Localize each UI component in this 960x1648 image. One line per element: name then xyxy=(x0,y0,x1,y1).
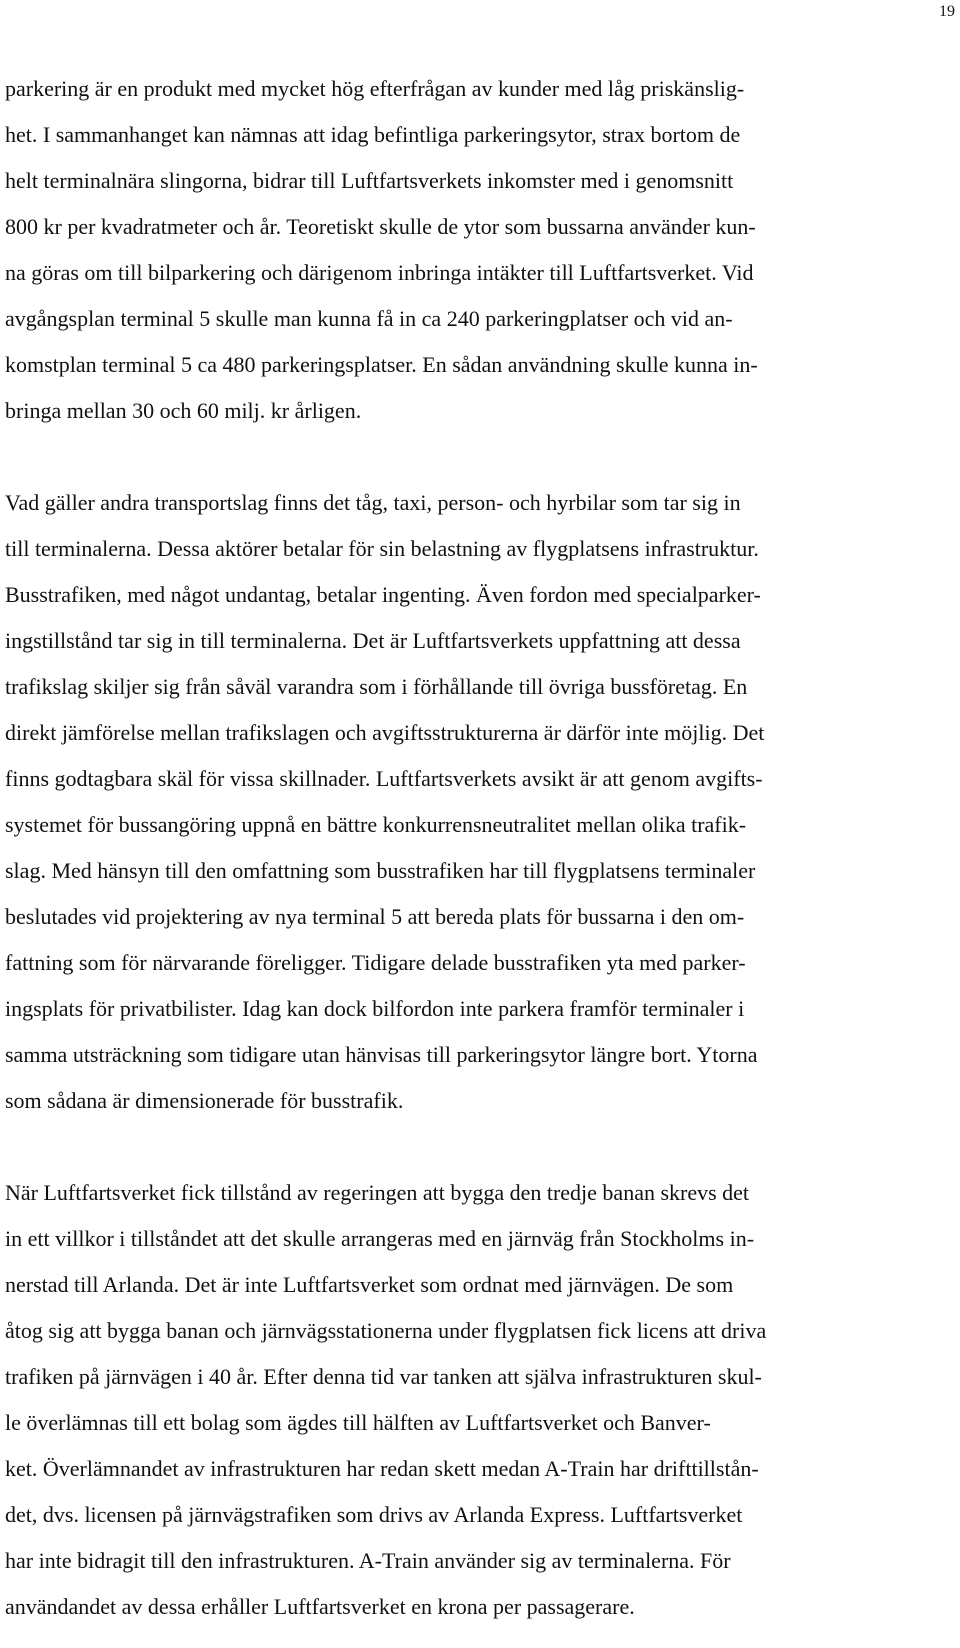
text-line: direkt jämförelse mellan trafikslagen och avgiftsstrukturerna är därför inte möjlig. Det xyxy=(5,720,765,745)
text-line: ket. Överlämnandet av infrastrukturen har redan skett medan A-Train har drifttillstån- xyxy=(5,1456,759,1481)
text-line: beslutades vid projektering av nya terminal 5 att bereda plats för bussarna i den om- xyxy=(5,904,745,929)
text-line: som sådana är dimensionerade för busstrafik. xyxy=(5,1088,404,1113)
paragraph-spacer xyxy=(5,1124,935,1170)
text-line: nerstad till Arlanda. Det är inte Luftfartsverket som ordnat med järnvägen. De som xyxy=(5,1272,734,1297)
text-line: bringa mellan 30 och 60 milj. kr årligen. xyxy=(5,398,362,423)
paragraph xyxy=(5,66,935,434)
page-number: 19 xyxy=(939,3,955,20)
text-line: samma utsträckning som tidigare utan hänvisas till parkeringsytor längre bort. Ytorna xyxy=(5,1042,758,1067)
text-line: Busstrafiken, med något undantag, betalar ingenting. Även fordon med specialparker- xyxy=(5,582,761,607)
document-body xyxy=(5,66,935,1630)
text-line: le överlämnas till ett bolag som ägdes till hälften av Luftfartsverket och Banver- xyxy=(5,1410,711,1435)
text-line: 800 kr per kvadratmeter och år. Teoretiskt skulle de ytor som bussarna använder kun- xyxy=(5,214,756,239)
text-line: na göras om till bilparkering och därigenom inbringa intäkter till Luftfartsverket. Vid xyxy=(5,260,754,285)
paragraph-spacer xyxy=(5,434,935,480)
text-line: het. I sammanhanget kan nämnas att idag befintliga parkeringsytor, strax bortom de xyxy=(5,122,741,147)
text-line: helt terminalnära slingorna, bidrar till Luftfartsverkets inkomster med i genomsnitt xyxy=(5,168,734,193)
text-line: avgångsplan terminal 5 skulle man kunna få in ca 240 parkeringplatser och vid an- xyxy=(5,306,733,331)
text-line: parkering är en produkt med mycket hög efterfrågan av kunder med låg priskänslig- xyxy=(5,76,745,101)
text-line: komstplan terminal 5 ca 480 parkeringsplatser. En sådan användning skulle kunna in- xyxy=(5,352,758,377)
text-line: har inte bidragit till den infrastrukturen. A-Train använder sig av terminalerna. För xyxy=(5,1548,731,1573)
text-line: finns godtagbara skäl för vissa skillnader. Luftfartsverkets avsikt är att genom avgifts- xyxy=(5,766,763,791)
text-line: trafiken på järnvägen i 40 år. Efter denna tid var tanken att själva infrastrukturen skul- xyxy=(5,1364,762,1389)
text-line: systemet för bussangöring uppnå en bättre konkurrensneutralitet mellan olika trafik- xyxy=(5,812,747,837)
text-line: ingstillstånd tar sig in till terminalerna. Det är Luftfartsverkets uppfattning att dessa xyxy=(5,628,741,653)
paragraph xyxy=(5,1170,935,1630)
text-line: slag. Med hänsyn till den omfattning som busstrafiken har till flygplatsens terminaler xyxy=(5,858,756,883)
text-line: det, dvs. licensen på järnvägstrafiken som drivs av Arlanda Express. Luftfartsverket xyxy=(5,1502,743,1527)
text-line: till terminalerna. Dessa aktörer betalar för sin belastning av flygplatsens infrastruktur. xyxy=(5,536,759,561)
text-line: ingsplats för privatbilister. Idag kan dock bilfordon inte parkera framför terminaler i xyxy=(5,996,745,1021)
text-line: När Luftfartsverket fick tillstånd av regeringen att bygga den tredje banan skrevs det xyxy=(5,1180,750,1205)
text-line: åtog sig att bygga banan och järnvägsstationerna under flygplatsen fick licens att driva xyxy=(5,1318,767,1343)
text-line: fattning som för närvarande föreligger. Tidigare delade busstrafiken yta med parker- xyxy=(5,950,746,975)
text-line: användandet av dessa erhåller Luftfartsverket en krona per passagerare. xyxy=(5,1594,635,1619)
text-line: Vad gäller andra transportslag finns det tåg, taxi, person- och hyrbilar som tar sig in xyxy=(5,490,741,515)
paragraph xyxy=(5,480,935,1124)
text-line: trafikslag skiljer sig från såväl varandra som i förhållande till övriga bussföretag. En xyxy=(5,674,748,699)
text-line: in ett villkor i tillståndet att det skulle arrangeras med en järnväg från Stockholms in- xyxy=(5,1226,755,1251)
